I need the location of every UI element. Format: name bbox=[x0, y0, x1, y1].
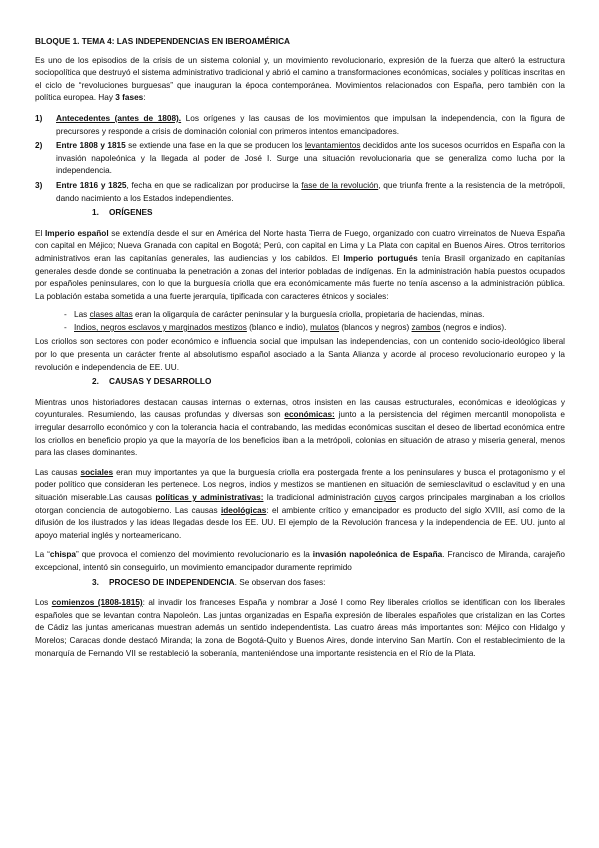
phases-list bbox=[35, 113, 565, 205]
list-item bbox=[35, 322, 565, 335]
text-run: : el ambiente crítico y emancipador es producto del siglo XVIII, así como de la difusión de los ilustrados y las ideas llegadas desde los EE. UU. El ejemplo de la Revolución francesa y la independencia de EE. UU. junto al apoyo material inglés y norteamericano. bbox=[35, 505, 566, 540]
phase-item-1 bbox=[35, 113, 565, 138]
text-run: la tradicional administración bbox=[263, 493, 375, 502]
text-run: : al invadir los franceses España y nombrar a José I como Rey liberales criollos se identifican con los liberales españoles que se levantan contra Napoleón. Las juntas organizadas en España expresión de liberales españoles que cristalizan en las Cortes de Cádiz las juntas americanas muestran además un sentido independentista. Las cuatro áreas más importantes son: Méjico con Hidalgo y Morelos; Caracas donde destacó Miranda; la zona de Bogotá-Quito y Buenos Aires, donde intervino San Martín. Con el restablecimiento de la monarquía de Fernando VII se restableció la soberanía, manteniéndose una importante resistencia en el Río de la Plata. bbox=[35, 598, 565, 658]
text-run: Los bbox=[35, 598, 52, 608]
phase-underlined: fase de la revolución bbox=[301, 180, 379, 190]
section-number: 2. bbox=[92, 377, 99, 387]
bold-term: Imperio español bbox=[45, 228, 109, 238]
page-title: BLOQUE 1. TEMA 4: LAS INDEPENDENCIAS EN IBEROAMÉRICA bbox=[35, 37, 291, 46]
section-title: CAUSAS Y DESARROLLO bbox=[109, 377, 212, 387]
text-run: eran muy importantes ya que la burguesía criolla era postergada frente a los peninsulares y busca el protagonismo y el poder político que consideran les pertenece. Los negros, indios y mestizos se mantienen en situación de semiesclavitud o esclavitud y en una situación miserable.Las causas bbox=[35, 467, 566, 502]
phase-text: Los orígenes y las causas de los movimientos que impulsan la independencia, con la figura de precursores y responde a crisis de dominación colonial con primeros intentos emancipadores. bbox=[56, 113, 566, 136]
phase-text: se extiende una fase en la que se producen los bbox=[125, 141, 305, 151]
bold-underlined-term: económicas: bbox=[284, 410, 335, 420]
text-run: La “ bbox=[35, 550, 50, 560]
text-run: El bbox=[35, 228, 45, 238]
phase-item-2 bbox=[35, 140, 565, 178]
underlined-term: Indios, negros esclavos y marginados mestizos bbox=[74, 322, 247, 332]
phase-label: Antecedentes (antes de 1808). bbox=[56, 113, 182, 123]
bold-term: Imperio portugués bbox=[343, 253, 418, 263]
bold-term: chispa bbox=[49, 550, 77, 560]
text-run: (blancos y negros) bbox=[339, 322, 412, 332]
bold-underlined-term: comienzos (1808-1815) bbox=[51, 598, 143, 608]
underlined-term: mulatos bbox=[310, 322, 340, 332]
phase-label: Entre 1808 y 1815 bbox=[56, 141, 126, 151]
section-title-rest: . Se observan dos fases: bbox=[234, 577, 326, 587]
text-run: eran la oligarquía de carácter peninsular y la burguesía criolla, propietaria de haciendas, minas. bbox=[132, 310, 485, 320]
intro-text: Es uno de los episodios de la crisis de un sistema colonial y, un movimiento revolucionario, expresión de la fuerza que alteró la estructura sociopolítica que destruyó el sistema administrativo tradicional y abrió el camino a transformaciones económicas, sociales y políticas inscritas en el ciclo de “revoluciones burguesas” que inauguran la época contemporánea. Movimientos relacionados con España, pero también con la política europea. Hay bbox=[35, 55, 565, 103]
section-title: PROCESO DE INDEPENDENCIA bbox=[109, 577, 235, 587]
text-run: Las causas bbox=[35, 467, 81, 477]
intro-colon: : bbox=[143, 93, 146, 103]
underlined-term: clases altas bbox=[89, 310, 133, 320]
text-run: . Francisco de Miranda, carajeño excepcional, intentó sin conseguirlo, un movimiento emancipador duramente reprimido bbox=[35, 550, 566, 572]
underlined-term: cuyos bbox=[374, 493, 396, 502]
bold-underlined-term: políticas y administrativas: bbox=[155, 493, 264, 502]
bold-underlined-term: ideológicas bbox=[220, 505, 267, 515]
bold-underlined-term: sociales bbox=[80, 467, 114, 477]
phase-number: 2) bbox=[35, 141, 43, 151]
phase-text: decididos ante los sucesos ocurridos en España con la invasión napoleónica y la llegada al poder de José I. Surge una situación revolucionaria que se generaliza como lucha por la independencia. bbox=[56, 141, 566, 176]
phase-number: 3) bbox=[35, 180, 43, 190]
phase-underlined: levantamientos bbox=[304, 141, 361, 151]
text-run: Las bbox=[74, 310, 90, 320]
bold-term: invasión napoleónica de España bbox=[312, 550, 443, 560]
intro-phases-count: 3 fases bbox=[115, 93, 144, 103]
text-run: Mientras unos historiadores destacan causas internas o externas, otros insisten en las causas estructurales, económicas e ideológicas y coyunturales. Resumiendo, las causas profundas y diversas son bbox=[35, 397, 565, 420]
section-number: 1. bbox=[92, 208, 99, 218]
text-run: ” que provoca el comienzo del movimiento revolucionario es la bbox=[76, 550, 313, 560]
intro-paragraph bbox=[35, 55, 565, 105]
dash-bullet: - bbox=[64, 322, 67, 332]
causas-paragraph-1 bbox=[35, 397, 565, 460]
social-classes-list bbox=[35, 309, 565, 334]
section-heading-origenes bbox=[35, 207, 565, 220]
causas-paragraph-3 bbox=[35, 549, 565, 574]
dash-bullet: - bbox=[64, 310, 67, 320]
phase-text: , que triunfa frente a la resistencia de la metrópoli, dando nacimiento a los Estados independientes. bbox=[56, 180, 565, 203]
text-run: se extendía desde el sur en América del Norte hasta Tierra de Fuego, organizado con cuatro virreinatos de Nueva España con capital en Méjico; Nueva Granada con capital en Bogotá; Perú, con capital en Lima y La Plata con capital en Buenos Aires. Otros territorios administrativos eran las capitanías generales, las audiencias y los cabildos. El bbox=[35, 228, 565, 263]
origenes-paragraph-2: Los criollos son sectores con poder económico e influencia social que impulsan las independencias, con un contenido socio-ideológico liberal por lo que presenta un carácter frente al absolutismo español asociado a la Santa Alianza y acorde al proceso revolucionario europeo y la revolución e independencia de EE. UU. bbox=[35, 337, 565, 372]
section-number: 3. bbox=[92, 577, 99, 587]
phase-item-3 bbox=[35, 180, 565, 205]
section-heading-causas bbox=[35, 376, 565, 389]
text-run: cargos principales marginaban a los criollos otorgan conciencia de autogobierno. Las causas bbox=[35, 493, 566, 515]
phase-text: , fecha en que se radicalizan por producirse la bbox=[126, 180, 302, 190]
phase-number: 1) bbox=[35, 113, 43, 123]
phase-label: Entre 1816 y 1825 bbox=[56, 180, 127, 190]
list-item bbox=[35, 309, 565, 322]
section-heading-proceso bbox=[35, 577, 565, 590]
underlined-term: zambos bbox=[411, 322, 441, 332]
proceso-paragraph-1 bbox=[35, 597, 565, 660]
text-run: (negros e indios). bbox=[440, 322, 507, 332]
text-run: tenía Brasil organizado en capitanías generales desde donde se continuaba la penetración a zonas del interior pobladas de indígenas. En la administración había puestos ocupados por españoles peninsulares, con lo que la burguesía criolla que era económicamente más fuerte no tenía ascenso a la administración pública. La población estaba sometida a una fuerte jerarquía, tipificada con caracteres étnicos y sociales: bbox=[35, 253, 565, 301]
text-run: (blanco e indio), bbox=[246, 322, 311, 332]
causas-paragraph-2 bbox=[35, 467, 565, 543]
text-run: junto a la persistencia del régimen mercantil monopolista e irregular desarrollo económico y con la tolerancia hacia el contrabando, las medidas económicas suscitan el deseo de libertad económica entre los criollos en beneficio propio ya que la mayoría de los beneficios iban a la metrópoli, colonias en situación de atraso y miseria general, menos para las clases dominantes. bbox=[35, 410, 565, 458]
origenes-paragraph-1 bbox=[35, 228, 565, 304]
section-title: ORÍGENES bbox=[109, 208, 153, 218]
